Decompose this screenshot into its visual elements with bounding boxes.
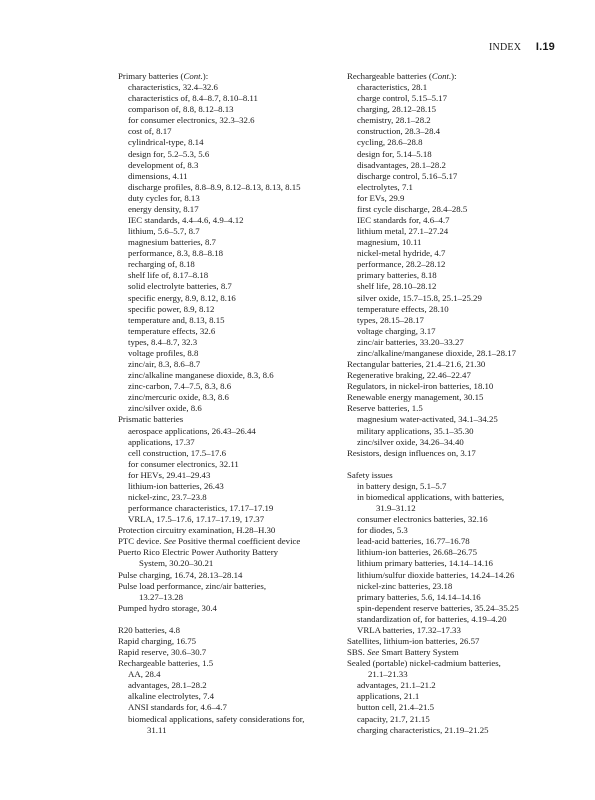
index-subentry: 13.27–13.28 bbox=[139, 591, 183, 602]
index-subentry: shelf life of, 8.17–8.18 bbox=[128, 270, 209, 281]
index-heading-entry: Protection circuitry examination, H.28–H.30 bbox=[118, 525, 276, 536]
index-subentry: zinc/alkaline manganese dioxide, 8.3, 8.6 bbox=[128, 370, 274, 381]
index-subentry: types, 8.4–8.7, 32.3 bbox=[128, 336, 198, 347]
index-heading-entry: Prismatic batteries bbox=[118, 414, 184, 425]
index-subentry: capacity, 21.7, 21.15 bbox=[357, 713, 430, 724]
index-subentry: dimensions, 4.11 bbox=[128, 170, 188, 181]
index-column-right bbox=[347, 71, 562, 736]
index-subentry: performance characteristics, 17.17–17.19 bbox=[128, 503, 274, 514]
index-subentry: shelf life, 28.10–28.12 bbox=[357, 281, 437, 292]
index-heading-entry: Rapid reserve, 30.6–30.7 bbox=[118, 647, 207, 658]
index-subentry: lead-acid batteries, 16.77–16.78 bbox=[357, 536, 470, 547]
index-subentry: magnesium batteries, 8.7 bbox=[128, 237, 216, 248]
index-subentry: design for, 5.2–5.3, 5.6 bbox=[128, 148, 210, 159]
index-subentry: performance, 8.3, 8.8–8.18 bbox=[128, 248, 224, 259]
index-subentry: cost of, 8.17 bbox=[128, 126, 172, 137]
index-subentry: construction, 28.3–28.4 bbox=[357, 126, 441, 137]
index-subentry: aerospace applications, 26.43–26.44 bbox=[128, 425, 256, 436]
index-subentry: VRLA batteries, 17.32–17.33 bbox=[357, 624, 461, 635]
index-subentry: duty cycles for, 8.13 bbox=[128, 192, 200, 203]
index-heading-entry: Resistors, design influences on, 3.17 bbox=[347, 447, 476, 458]
index-subentry: temperature effects, 32.6 bbox=[128, 325, 216, 336]
index-heading-entry: Puerto Rico Electric Power Authority Battery bbox=[118, 547, 279, 558]
index-subentry: discharge control, 5.16–5.17 bbox=[357, 170, 458, 181]
index-heading-entry: Satellites, lithium-ion batteries, 26.57 bbox=[347, 635, 480, 646]
index-subentry: lithium primary batteries, 14.14–14.16 bbox=[357, 558, 493, 569]
index-subentry: applications, 21.1 bbox=[357, 691, 420, 702]
index-subentry: 31.11 bbox=[147, 724, 167, 735]
index-subentry: development of, 8.3 bbox=[128, 159, 199, 170]
index-subentry: ANSI standards for, 4.6–4.7 bbox=[128, 702, 227, 713]
index-subentry: 21.1–21.33 bbox=[368, 669, 408, 680]
index-subentry: discharge profiles, 8.8–8.9, 8.12–8.13, 8.13, 8.15 bbox=[128, 181, 301, 192]
index-subentry: VRLA, 17.5–17.6, 17.17–17.19, 17.37 bbox=[128, 514, 265, 525]
index-heading-entry: Rapid charging, 16.75 bbox=[118, 635, 197, 646]
index-subentry: lithium metal, 27.1–27.24 bbox=[357, 226, 449, 237]
index-subentry: zinc/air batteries, 33.20–33.27 bbox=[357, 336, 464, 347]
index-subentry: temperature and, 8.13, 8.15 bbox=[128, 314, 225, 325]
index-subentry: magnesium water-activated, 34.1–34.25 bbox=[357, 414, 498, 425]
index-subentry: nickel-metal hydride, 4.7 bbox=[357, 248, 446, 259]
index-column-left bbox=[118, 71, 358, 736]
index-subentry: for EVs, 29.9 bbox=[357, 192, 405, 203]
index-subentry: primary batteries, 8.18 bbox=[357, 270, 437, 281]
index-subentry: solid electrolyte batteries, 8.7 bbox=[128, 281, 232, 292]
index-subentry: specific power, 8.9, 8.12 bbox=[128, 303, 215, 314]
index-subentry: voltage profiles, 8.8 bbox=[128, 347, 199, 358]
index-subentry: lithium/sulfur dioxide batteries, 14.24–14.26 bbox=[357, 569, 515, 580]
index-subentry: advantages, 21.1–21.2 bbox=[357, 680, 436, 691]
index-subentry: lithium-ion batteries, 26.68–26.75 bbox=[357, 547, 477, 558]
index-subentry: charge control, 5.15–5.17 bbox=[357, 93, 447, 104]
index-subentry: nickel-zinc, 23.7–23.8 bbox=[128, 491, 207, 502]
index-heading-entry: Regenerative braking, 22.46–22.47 bbox=[347, 370, 471, 381]
index-subentry: in battery design, 5.1–5.7 bbox=[357, 480, 447, 491]
index-heading-entry: Pulse load performance, zinc/air batteries, bbox=[118, 580, 267, 591]
index-subentry: characteristics, 28.1 bbox=[357, 82, 428, 93]
index-subentry: recharging of, 8.18 bbox=[128, 259, 195, 270]
index-subentry: chemistry, 28.1–28.2 bbox=[357, 115, 431, 126]
section-spacer bbox=[118, 614, 358, 625]
index-heading-entry: Rechargeable batteries (Cont.): bbox=[347, 71, 457, 81]
index-subentry: types, 28.15–28.17 bbox=[357, 314, 424, 325]
index-subentry: spin-dependent reserve batteries, 35.24–35.25 bbox=[357, 602, 519, 613]
index-heading-entry: Rechargeable batteries, 1.5 bbox=[118, 658, 214, 669]
index-subentry: standardization of, for batteries, 4.19–4.20 bbox=[357, 613, 507, 624]
index-heading-entry: Pulse charging, 16.74, 28.13–28.14 bbox=[118, 569, 243, 580]
index-subentry: first cycle discharge, 28.4–28.5 bbox=[357, 203, 468, 214]
index-subentry: biomedical applications, safety considerations for, bbox=[128, 713, 305, 724]
index-subentry: magnesium, 10.11 bbox=[357, 237, 422, 248]
index-subentry: for consumer electronics, 32.3–32.6 bbox=[128, 115, 255, 126]
index-subentry: primary batteries, 5.6, 14.14–14.16 bbox=[357, 591, 481, 602]
index-heading-entry: Primary batteries (Cont.): bbox=[118, 71, 209, 81]
index-heading-entry: Renewable energy management, 30.15 bbox=[347, 392, 484, 403]
header-section-title: INDEX bbox=[489, 42, 522, 53]
index-subentry: applications, 17.37 bbox=[128, 436, 195, 447]
index-subentry: cycling, 28.6–28.8 bbox=[357, 137, 423, 148]
index-subentry: disadvantages, 28.1–28.2 bbox=[357, 159, 446, 170]
index-subentry: charging characteristics, 21.19–21.25 bbox=[357, 724, 489, 735]
index-subentry: zinc/silver oxide, 8.6 bbox=[128, 403, 202, 414]
header-page-number: I.19 bbox=[535, 41, 555, 53]
index-heading-entry: Regulators, in nickel-iron batteries, 18.10 bbox=[347, 381, 494, 392]
index-subentry: zinc/alkaline/manganese dioxide, 28.1–28.17 bbox=[357, 347, 517, 358]
index-subentry: temperature effects, 28.10 bbox=[357, 303, 449, 314]
index-subentry: for HEVs, 29.41–29.43 bbox=[128, 469, 211, 480]
index-heading-entry: R20 batteries, 4.8 bbox=[118, 624, 181, 635]
index-subentry: performance, 28.2–28.12 bbox=[357, 259, 446, 270]
index-subentry: advantages, 28.1–28.2 bbox=[128, 680, 207, 691]
index-subentry: IEC standards, 4.4–4.6, 4.9–4.12 bbox=[128, 215, 244, 226]
index-subentry: System, 30.20–30.21 bbox=[139, 558, 214, 569]
index-subentry: zinc/air, 8.3, 8.6–8.7 bbox=[128, 359, 201, 370]
index-subentry: cell construction, 17.5–17.6 bbox=[128, 447, 226, 458]
index-heading-entry: Rectangular batteries, 21.4–21.6, 21.30 bbox=[347, 359, 486, 370]
index-subentry: in biomedical applications, with batteries, bbox=[357, 491, 505, 502]
index-subentry: voltage charging, 3.17 bbox=[357, 325, 436, 336]
index-subentry: nickel-zinc batteries, 23.18 bbox=[357, 580, 453, 591]
index-subentry: specific energy, 8.9, 8.12, 8.16 bbox=[128, 292, 236, 303]
index-subentry: military applications, 35.1–35.30 bbox=[357, 425, 474, 436]
section-spacer bbox=[347, 459, 562, 470]
index-subentry: characteristics of, 8.4–8.7, 8.10–8.11 bbox=[128, 93, 258, 104]
index-subentry: lithium, 5.6–5.7, 8.7 bbox=[128, 226, 200, 237]
index-subentry: zinc/silver oxide, 34.26–34.40 bbox=[357, 436, 464, 447]
index-heading-entry: SBS. See Smart Battery System bbox=[347, 647, 459, 658]
index-subentry: comparison of, 8.8, 8.12–8.13 bbox=[128, 104, 234, 115]
index-heading-entry: Reserve batteries, 1.5 bbox=[347, 403, 423, 414]
index-subentry: charging, 28.12–28.15 bbox=[357, 104, 437, 115]
index-subentry: AA, 28.4 bbox=[128, 669, 161, 680]
index-subentry: electrolytes, 7.1 bbox=[357, 181, 413, 192]
index-subentry: button cell, 21.4–21.5 bbox=[357, 702, 434, 713]
index-heading-entry: Sealed (portable) nickel-cadmium batteries, bbox=[347, 658, 501, 669]
index-subentry: zinc/mercuric oxide, 8.3, 8.6 bbox=[128, 392, 229, 403]
index-subentry: IEC standards for, 4.6–4.7 bbox=[357, 215, 450, 226]
index-heading-entry: PTC device. See Positive thermal coefficient device bbox=[118, 536, 301, 547]
index-subentry: for consumer electronics, 32.11 bbox=[128, 458, 239, 469]
index-heading-entry: Safety issues bbox=[347, 469, 393, 480]
index-subentry: characteristics, 32.4–32.6 bbox=[128, 82, 218, 93]
index-subentry: alkaline electrolytes, 7.4 bbox=[128, 691, 214, 702]
index-subentry: cylindrical-type, 8.14 bbox=[128, 137, 204, 148]
index-heading-entry: Pumped hydro storage, 30.4 bbox=[118, 602, 217, 613]
index-subentry: for diodes, 5.3 bbox=[357, 525, 408, 536]
index-subentry: design for, 5.14–5.18 bbox=[357, 148, 432, 159]
index-subentry: zinc-carbon, 7.4–7.5, 8.3, 8.6 bbox=[128, 381, 232, 392]
running-header bbox=[489, 41, 555, 53]
index-subentry: 31.9–31.12 bbox=[376, 503, 416, 514]
index-subentry: silver oxide, 15.7–15.8, 25.1–25.29 bbox=[357, 292, 482, 303]
index-subentry: consumer electronics batteries, 32.16 bbox=[357, 514, 488, 525]
index-subentry: energy density, 8.17 bbox=[128, 203, 199, 214]
index-subentry: lithium-ion batteries, 26.43 bbox=[128, 480, 224, 491]
